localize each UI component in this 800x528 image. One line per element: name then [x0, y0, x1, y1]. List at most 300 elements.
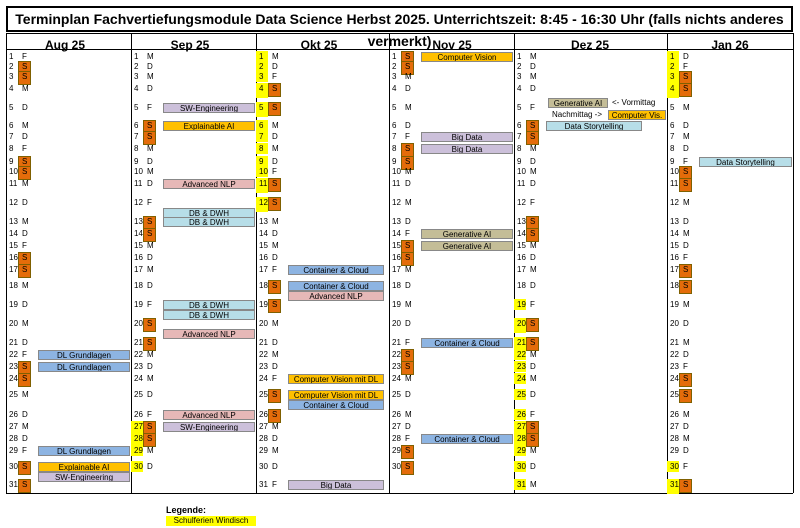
- module-block: Computer Vision mit DL: [288, 390, 384, 400]
- day-number: 3: [9, 72, 14, 81]
- module-block: DL Grundlagen: [38, 362, 130, 372]
- day-number: 22: [517, 350, 526, 359]
- weekday-label: S: [272, 84, 278, 93]
- weekday-label: M: [147, 167, 154, 176]
- weekday-label: F: [272, 480, 277, 489]
- module-block: Container & Cloud: [288, 265, 384, 275]
- day-number: 20: [9, 319, 18, 328]
- weekday-label: F: [405, 434, 410, 443]
- weekday-label: M: [147, 265, 154, 274]
- weekday-label: M: [405, 103, 412, 112]
- day-number: 31: [9, 480, 18, 489]
- grid-rule: [6, 49, 793, 50]
- weekday-label: F: [530, 103, 535, 112]
- weekday-label: M: [147, 72, 154, 81]
- weekday-label: M: [683, 410, 690, 419]
- module-block: DL Grundlagen: [38, 446, 130, 456]
- weekday-label: S: [530, 319, 536, 328]
- day-number: 21: [9, 338, 18, 347]
- weekday-label: M: [405, 265, 412, 274]
- weekday-label: S: [683, 390, 689, 399]
- weekday-label: M: [683, 103, 690, 112]
- day-number: 6: [517, 121, 522, 130]
- day-number: 26: [670, 410, 679, 419]
- weekday-label: M: [683, 229, 690, 238]
- module-block: SW-Engineering: [38, 472, 130, 482]
- weekday-label: S: [405, 253, 411, 262]
- weekday-label: S: [405, 157, 411, 166]
- day-number: 24: [9, 374, 18, 383]
- day-number: 26: [9, 410, 18, 419]
- day-number: 29: [259, 446, 268, 455]
- weekday-label: M: [530, 374, 537, 383]
- day-number: 20: [517, 319, 526, 328]
- day-number: 25: [392, 390, 401, 399]
- day-number: 25: [9, 390, 18, 399]
- day-number: 24: [670, 374, 679, 383]
- day-number: 3: [134, 72, 139, 81]
- day-number: 6: [134, 121, 139, 130]
- day-number: 6: [392, 121, 397, 130]
- weekday-label: S: [272, 179, 278, 188]
- day-number: 29: [9, 446, 18, 455]
- day-number: 26: [517, 410, 526, 419]
- weekday-label: D: [530, 362, 536, 371]
- month-header: Aug 25: [44, 38, 85, 52]
- day-number: 9: [134, 157, 139, 166]
- weekday-label: F: [405, 132, 410, 141]
- day-number: 7: [134, 132, 139, 141]
- day-number: 21: [670, 338, 679, 347]
- day-number: 11: [9, 179, 18, 188]
- day-number: 7: [517, 132, 522, 141]
- day-number: 8: [134, 144, 139, 153]
- weekday-label: S: [683, 480, 689, 489]
- day-number: 2: [517, 62, 522, 71]
- weekday-label: D: [22, 103, 28, 112]
- day-number: 28: [392, 434, 401, 443]
- day-number: 9: [670, 157, 675, 166]
- day-number: 23: [670, 362, 679, 371]
- weekday-label: S: [530, 132, 536, 141]
- day-number: 2: [9, 62, 14, 71]
- day-number: 1: [670, 52, 675, 61]
- module-block: DB & DWH: [163, 300, 255, 310]
- module-block: Big Data: [421, 144, 513, 154]
- weekday-label: F: [272, 265, 277, 274]
- weekday-label: M: [683, 198, 690, 207]
- day-number: 24: [392, 374, 401, 383]
- weekday-label: F: [683, 157, 688, 166]
- day-number: 6: [9, 121, 14, 130]
- day-number: 4: [9, 84, 14, 93]
- month-header: Nov 25: [432, 38, 472, 52]
- day-number: 28: [517, 434, 526, 443]
- computer-vision-afternoon-block: Computer Vis.: [608, 110, 666, 120]
- weekday-label: S: [405, 62, 411, 71]
- weekday-label: S: [22, 62, 28, 71]
- weekday-label: D: [272, 362, 278, 371]
- day-number: 18: [134, 281, 143, 290]
- weekday-label: D: [22, 410, 28, 419]
- day-number: 11: [134, 179, 143, 188]
- weekday-label: S: [683, 374, 689, 383]
- day-number: 10: [9, 167, 18, 176]
- weekday-label: D: [683, 241, 689, 250]
- weekday-label: M: [530, 480, 537, 489]
- weekday-label: D: [147, 462, 153, 471]
- weekday-label: S: [683, 72, 689, 81]
- day-number: 4: [259, 84, 264, 93]
- module-block: Computer Vision: [421, 52, 513, 62]
- weekday-label: M: [272, 52, 279, 61]
- module-block: Advanced NLP: [288, 291, 384, 301]
- weekday-label: M: [272, 422, 279, 431]
- weekday-label: D: [405, 121, 411, 130]
- day-number: 8: [670, 144, 675, 153]
- weekday-label: D: [405, 281, 411, 290]
- day-number: 16: [392, 253, 401, 262]
- day-number: 17: [259, 265, 268, 274]
- weekday-label: S: [22, 462, 28, 471]
- weekday-label: S: [683, 167, 689, 176]
- day-number: 12: [392, 198, 401, 207]
- weekday-label: F: [22, 241, 27, 250]
- weekday-label: S: [405, 350, 411, 359]
- weekday-label: F: [272, 72, 277, 81]
- weekday-label: M: [147, 350, 154, 359]
- day-number: 17: [670, 265, 679, 274]
- weekday-label: D: [405, 217, 411, 226]
- module-block: SW-Engineering: [163, 422, 255, 432]
- day-number: 3: [259, 72, 264, 81]
- day-number: 7: [670, 132, 675, 141]
- module-block: Container & Cloud: [421, 434, 513, 444]
- weekday-label: D: [530, 253, 536, 262]
- day-number: 31: [517, 480, 526, 489]
- day-number: 3: [392, 72, 397, 81]
- weekday-label: D: [272, 462, 278, 471]
- weekday-label: S: [405, 52, 411, 61]
- vormittag-note: <- Vormittag: [612, 98, 656, 107]
- day-number: 27: [259, 422, 268, 431]
- weekday-label: S: [272, 281, 278, 290]
- day-number: 18: [9, 281, 18, 290]
- weekday-label: F: [530, 410, 535, 419]
- module-block: Computer Vision mit DL: [288, 374, 384, 384]
- weekday-label: S: [272, 390, 278, 399]
- day-number: 24: [134, 374, 143, 383]
- weekday-label: M: [22, 121, 29, 130]
- month-divider: [793, 33, 794, 493]
- weekday-label: D: [22, 300, 28, 309]
- weekday-label: M: [530, 446, 537, 455]
- weekday-label: M: [272, 121, 279, 130]
- legend-holiday-swatch: Schulferien Windisch: [166, 516, 256, 526]
- day-number: 2: [392, 62, 397, 71]
- weekday-label: S: [272, 300, 278, 309]
- weekday-label: D: [147, 62, 153, 71]
- weekday-label: M: [530, 167, 537, 176]
- weekday-label: S: [405, 144, 411, 153]
- weekday-label: F: [405, 229, 410, 238]
- weekday-label: S: [22, 157, 28, 166]
- day-number: 15: [9, 241, 18, 250]
- module-block: Container & Cloud: [288, 400, 384, 410]
- day-number: 10: [670, 167, 679, 176]
- day-number: 16: [259, 253, 268, 262]
- weekday-label: S: [22, 362, 28, 371]
- weekday-label: M: [405, 374, 412, 383]
- weekday-label: D: [147, 253, 153, 262]
- day-number: 19: [134, 300, 143, 309]
- day-number: 8: [259, 144, 264, 153]
- day-number: 31: [259, 480, 268, 489]
- day-number: 19: [392, 300, 401, 309]
- weekday-label: D: [530, 157, 536, 166]
- weekday-label: M: [530, 52, 537, 61]
- day-number: 30: [134, 462, 143, 471]
- day-number: 22: [134, 350, 143, 359]
- day-number: 5: [392, 103, 397, 112]
- day-number: 13: [134, 217, 143, 226]
- day-number: 15: [517, 241, 526, 250]
- day-number: 24: [259, 374, 268, 383]
- weekday-label: S: [405, 362, 411, 371]
- weekday-label: D: [22, 338, 28, 347]
- weekday-label: M: [22, 281, 29, 290]
- day-number: 27: [392, 422, 401, 431]
- day-number: 6: [259, 121, 264, 130]
- day-number: 4: [670, 84, 675, 93]
- day-number: 22: [670, 350, 679, 359]
- day-number: 17: [9, 265, 18, 274]
- day-number: 20: [392, 319, 401, 328]
- weekday-label: S: [147, 319, 153, 328]
- day-number: 20: [259, 319, 268, 328]
- day-number: 27: [517, 422, 526, 431]
- day-number: 23: [392, 362, 401, 371]
- legend-title: Legende:: [166, 505, 207, 515]
- weekday-label: F: [22, 52, 27, 61]
- weekday-label: D: [530, 462, 536, 471]
- day-number: 23: [9, 362, 18, 371]
- weekday-label: M: [272, 446, 279, 455]
- weekday-label: D: [683, 144, 689, 153]
- weekday-label: S: [22, 253, 28, 262]
- month-header: Sep 25: [170, 38, 210, 52]
- day-number: 27: [9, 422, 18, 431]
- weekday-label: D: [272, 62, 278, 71]
- day-number: 25: [259, 390, 268, 399]
- weekday-label: S: [22, 480, 28, 489]
- day-number: 22: [9, 350, 18, 359]
- weekday-label: D: [272, 338, 278, 347]
- weekday-label: S: [147, 121, 153, 130]
- day-number: 23: [517, 362, 526, 371]
- day-number: 10: [134, 167, 143, 176]
- day-number: 19: [259, 300, 268, 309]
- weekday-label: S: [530, 338, 536, 347]
- day-number: 16: [134, 253, 143, 262]
- weekday-label: F: [683, 62, 688, 71]
- day-number: 14: [9, 229, 18, 238]
- weekday-label: M: [272, 350, 279, 359]
- weekday-label: M: [147, 52, 154, 61]
- weekday-label: D: [272, 229, 278, 238]
- weekday-label: D: [683, 217, 689, 226]
- weekday-label: S: [147, 217, 153, 226]
- weekday-label: S: [147, 229, 153, 238]
- day-number: 12: [517, 198, 526, 207]
- weekday-label: M: [22, 217, 29, 226]
- weekday-label: F: [530, 300, 535, 309]
- day-number: 17: [392, 265, 401, 274]
- weekday-label: S: [530, 434, 536, 443]
- weekday-label: F: [22, 446, 27, 455]
- day-number: 1: [392, 52, 397, 61]
- weekday-label: F: [405, 338, 410, 347]
- weekday-label: D: [405, 84, 411, 93]
- day-number: 7: [259, 132, 264, 141]
- day-number: 7: [392, 132, 397, 141]
- day-number: 13: [259, 217, 268, 226]
- day-number: 29: [670, 446, 679, 455]
- month-divider: [389, 33, 390, 493]
- weekday-label: D: [405, 319, 411, 328]
- day-number: 1: [259, 52, 264, 61]
- day-number: 5: [670, 103, 675, 112]
- weekday-label: S: [530, 121, 536, 130]
- day-number: 28: [259, 434, 268, 443]
- day-number: 14: [392, 229, 401, 238]
- weekday-label: S: [272, 103, 278, 112]
- day-number: 15: [259, 241, 268, 250]
- day-number: 14: [134, 229, 143, 238]
- day-number: 20: [134, 319, 143, 328]
- day-number: 16: [9, 253, 18, 262]
- module-block: Explainable AI: [38, 462, 130, 472]
- weekday-label: S: [405, 462, 411, 471]
- day-number: 30: [517, 462, 526, 471]
- module-block: Data Storytelling: [546, 121, 642, 131]
- month-header: Dez 25: [570, 38, 610, 52]
- weekday-label: M: [22, 84, 29, 93]
- weekday-label: S: [147, 338, 153, 347]
- weekday-label: M: [22, 422, 29, 431]
- weekday-label: S: [530, 422, 536, 431]
- weekday-label: M: [683, 434, 690, 443]
- day-number: 29: [134, 446, 143, 455]
- weekday-label: M: [405, 300, 412, 309]
- weekday-label: S: [22, 72, 28, 81]
- day-number: 27: [670, 422, 679, 431]
- day-number: 26: [134, 410, 143, 419]
- day-number: 29: [517, 446, 526, 455]
- day-number: 11: [259, 179, 268, 188]
- weekday-label: D: [405, 422, 411, 431]
- day-number: 18: [259, 281, 268, 290]
- day-number: 15: [134, 241, 143, 250]
- weekday-label: M: [22, 390, 29, 399]
- day-number: 3: [517, 72, 522, 81]
- day-number: 21: [134, 338, 143, 347]
- day-number: 23: [259, 362, 268, 371]
- weekday-label: S: [22, 265, 28, 274]
- day-number: 13: [9, 217, 18, 226]
- weekday-label: M: [147, 144, 154, 153]
- weekday-label: D: [405, 390, 411, 399]
- day-number: 13: [392, 217, 401, 226]
- weekday-label: D: [683, 350, 689, 359]
- module-block: SW-Engineering: [163, 103, 255, 113]
- day-number: 11: [392, 179, 401, 188]
- weekday-label: D: [22, 434, 28, 443]
- weekday-label: F: [147, 103, 152, 112]
- weekday-label: S: [530, 229, 536, 238]
- day-number: 18: [392, 281, 401, 290]
- weekday-label: D: [272, 132, 278, 141]
- module-block: Advanced NLP: [163, 410, 255, 420]
- grid-rule: [6, 33, 793, 34]
- weekday-label: D: [22, 198, 28, 207]
- weekday-label: M: [683, 300, 690, 309]
- weekday-label: M: [530, 350, 537, 359]
- weekday-label: S: [147, 422, 153, 431]
- weekday-label: F: [272, 374, 277, 383]
- weekday-label: M: [530, 265, 537, 274]
- month-divider: [667, 33, 668, 493]
- day-number: 19: [9, 300, 18, 309]
- day-number: 5: [134, 103, 139, 112]
- day-number: 18: [670, 281, 679, 290]
- weekday-label: D: [530, 179, 536, 188]
- day-number: 17: [134, 265, 143, 274]
- generative-ai-morning-block: Generative AI: [548, 98, 608, 108]
- weekday-label: F: [683, 362, 688, 371]
- weekday-label: F: [147, 198, 152, 207]
- day-number: 15: [392, 241, 401, 250]
- weekday-label: F: [683, 253, 688, 262]
- weekday-label: D: [272, 253, 278, 262]
- weekday-label: D: [683, 52, 689, 61]
- day-number: 31: [670, 480, 679, 489]
- day-number: 21: [392, 338, 401, 347]
- weekday-label: M: [272, 144, 279, 153]
- weekday-label: M: [405, 410, 412, 419]
- weekday-label: D: [530, 390, 536, 399]
- weekday-label: S: [22, 167, 28, 176]
- weekday-label: S: [22, 374, 28, 383]
- day-number: 4: [134, 84, 139, 93]
- weekday-label: D: [405, 179, 411, 188]
- day-number: 21: [259, 338, 268, 347]
- weekday-label: D: [147, 390, 153, 399]
- weekday-label: M: [530, 241, 537, 250]
- weekday-label: F: [683, 462, 688, 471]
- day-number: 24: [517, 374, 526, 383]
- day-number: 9: [392, 157, 397, 166]
- weekday-label: D: [683, 121, 689, 130]
- weekday-label: S: [683, 265, 689, 274]
- weekday-label: F: [530, 198, 535, 207]
- weekday-label: S: [530, 217, 536, 226]
- module-block: Advanced NLP: [163, 329, 255, 339]
- day-number: 2: [670, 62, 675, 71]
- day-number: 20: [670, 319, 679, 328]
- day-number: 22: [392, 350, 401, 359]
- day-number: 11: [517, 179, 526, 188]
